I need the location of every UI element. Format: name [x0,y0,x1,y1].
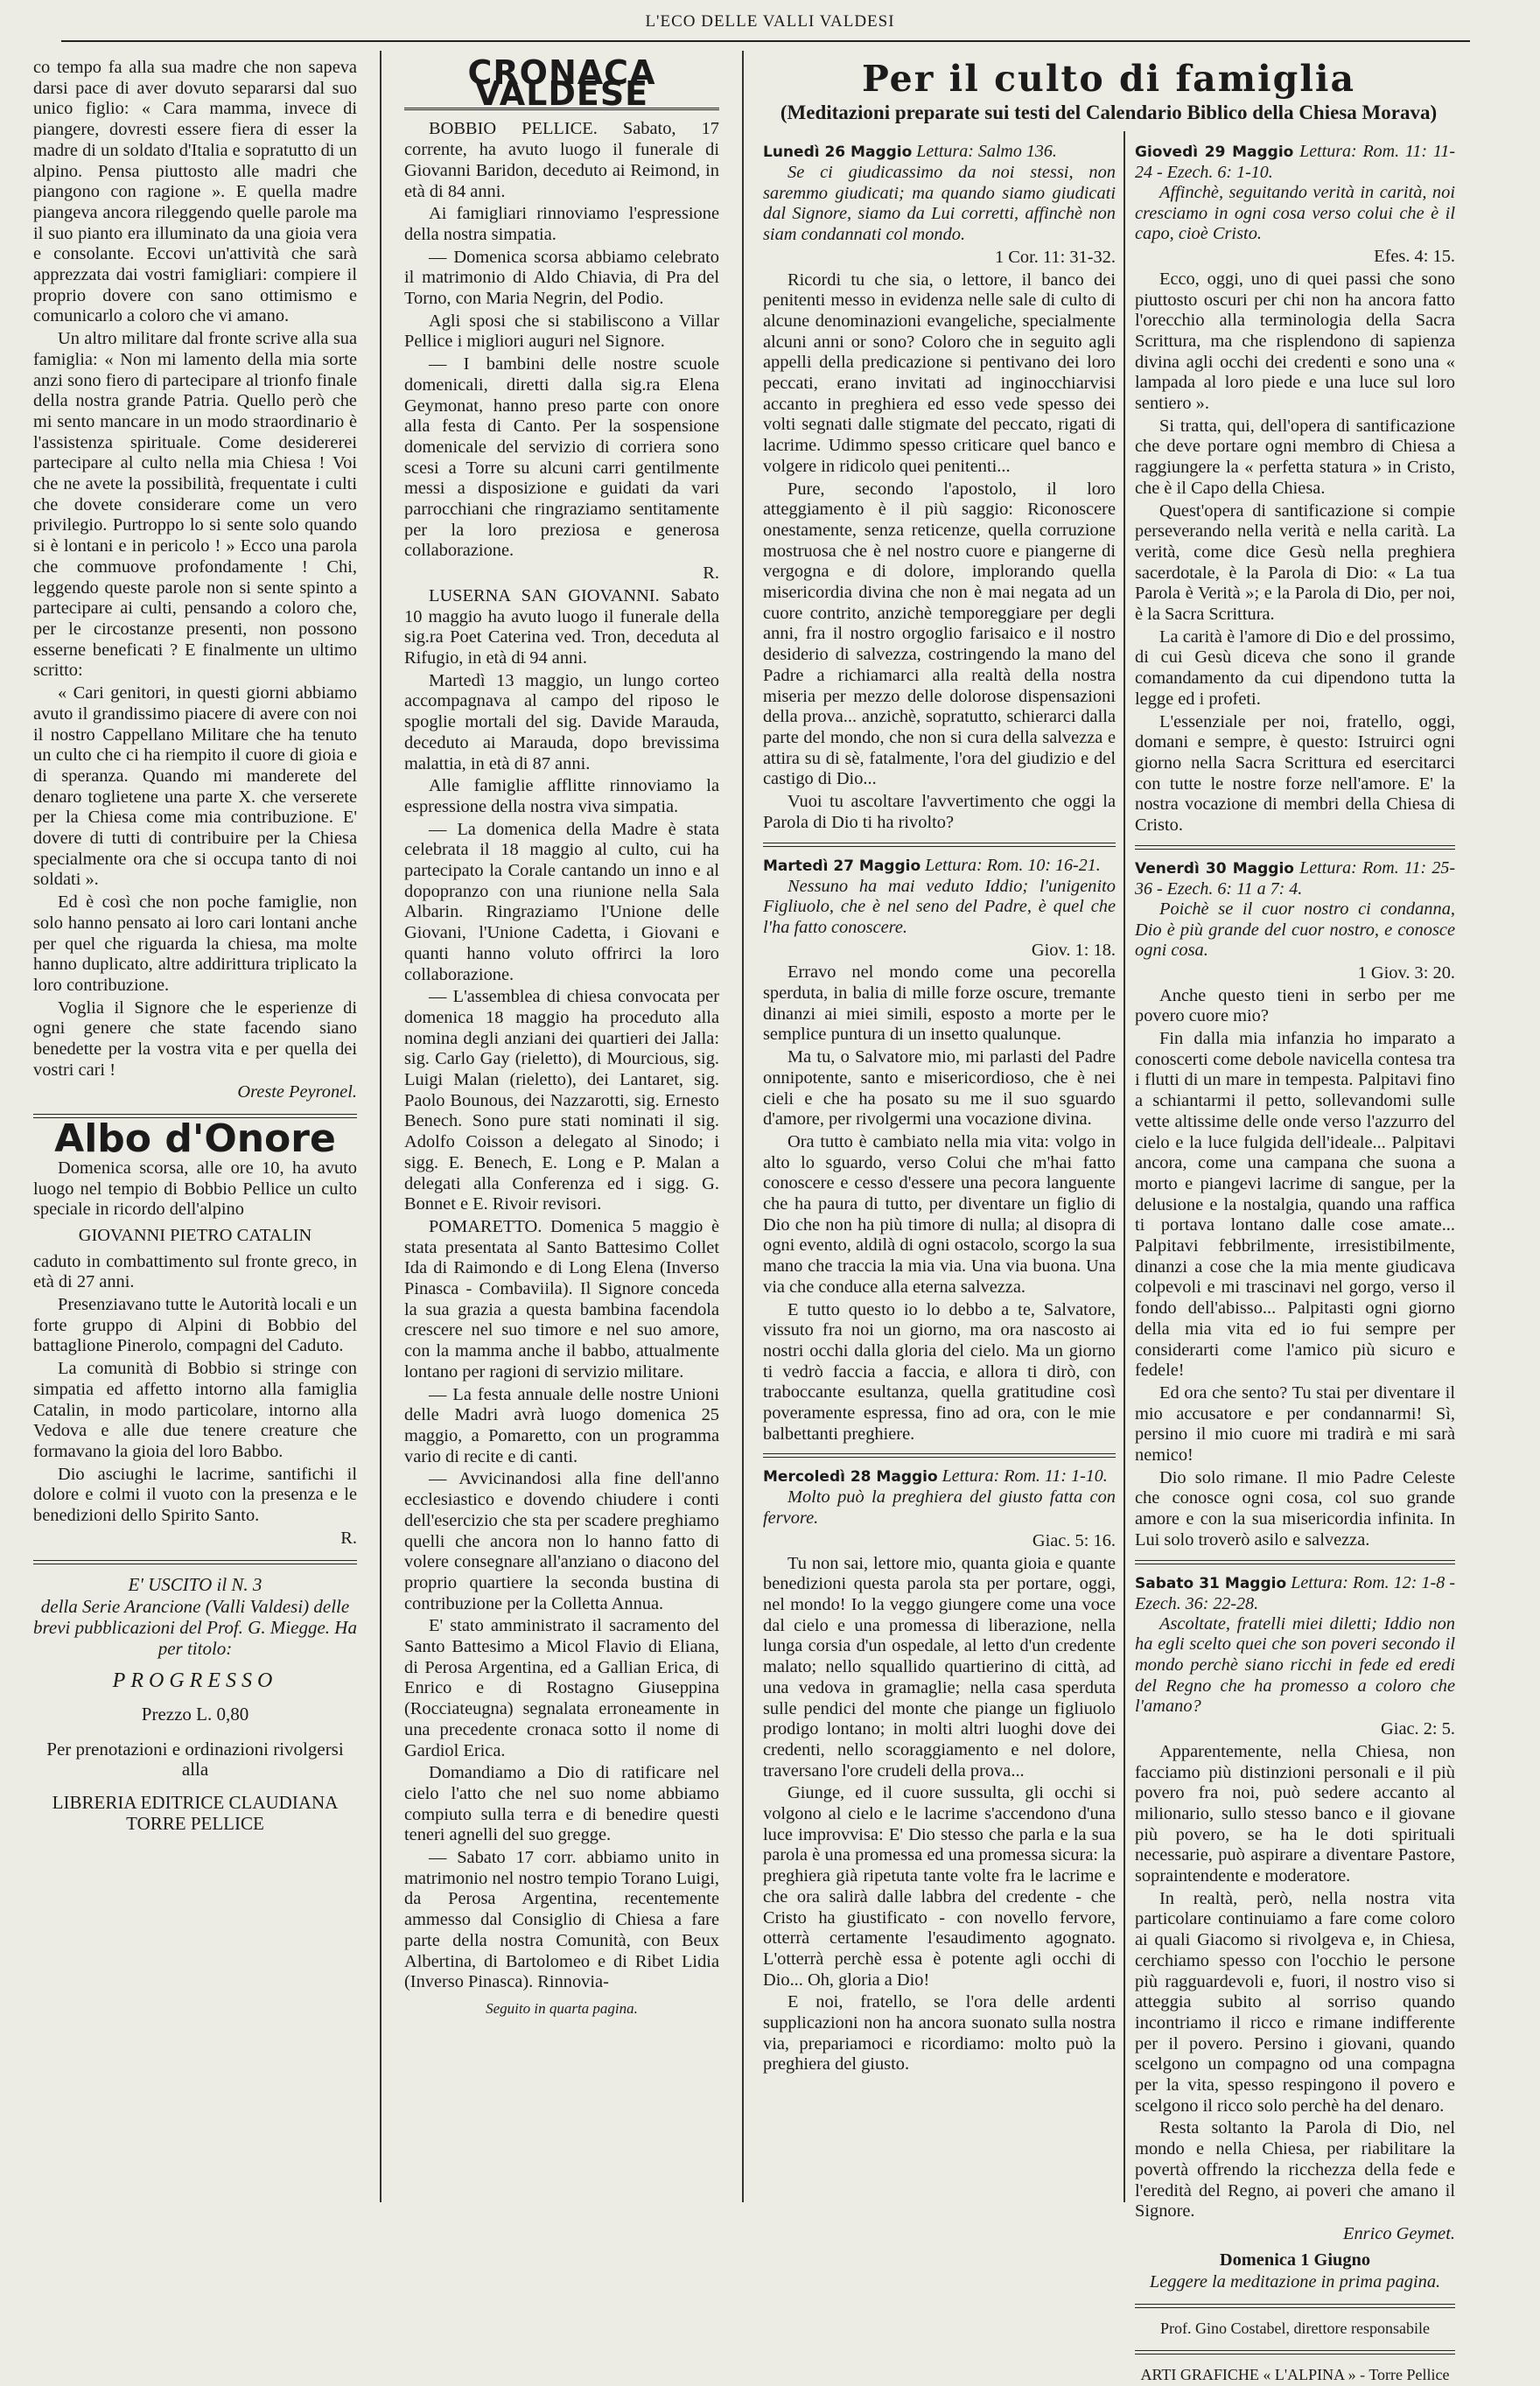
day-label: Giovedì 29 Maggio [1135,143,1294,161]
cronaca-paragraph: — L'assemblea di chiesa convocata per domenica 18 maggio ha proceduto alla nomina degli anziani dei quartieri dei Jalla: sig. Carlo Gay (rieletto), di Mourcious, sig. Luigi Malan (rieletto), dei Lantaret, sig. Paolo Bounous, dei Nazzarotti, sig. Ernesto Benech. Sono pure stati nominati il sig. Adolfo Coisson a delegato al Sinodo; i sigg. E. Benech, E. Long e P. Malan a delegati alla Conferenza ed i sigg. G. Bonnet e E. Rivoir revisori. [404,987,719,1214]
ad-publisher: LIBRERIA EDITRICE CLAUDIANA [52,1792,339,1814]
meditation-paragraph: La carità è l'amore di Dio e del prossimo, di cui Gesù diceva che sono il grande comandamento da cui dipendono tutta la legge ed i profeti. [1135,626,1455,709]
column-rule-2 [742,51,744,2202]
meditation-paragraph: Giunge, ed il cuore sussulta, gli occhi si volgono al cielo e le lacrime s'accendono d'una luce improvvisa: E' Dio stesso che parla e la sua parola è una promessa ed una promessa sicura: la preghiera già ripetuta tante volte fra le lacrime e che ora salirà dalle labbra del credente - che Cristo ha giustificato - con novello fervore, otterrà certamente l'esaudimento agognato. L'otterrà perchè essa è potente agli occhi di Dio... Oh, gloria a Dio! [763,1783,1116,1990]
day-heading [763,856,1116,877]
section-divider [1135,2304,1455,2308]
ad-line: Per prenotazioni e ordinazioni rivolgersi alla [46,1738,344,1781]
albo-paragraph: Dio asciughi le lacrime, santifichi il dolore e colmi il vuoto con la presenza e le benedizioni dello Spirito Santo. [33,1464,357,1526]
day-verse: Poichè se il cuor nostro ci condanna, Dio è più grande del cuor nostro, e conosce ogni cosa. [1135,899,1455,961]
section-divider [1135,2350,1455,2355]
cronaca-body [404,119,719,1993]
day-label: Lunedì 26 Maggio [763,143,913,161]
meditation-paragraph: Ora tutto è cambiato nella mia vita: volgo in alto lo sguardo, verso Colui che m'hai fatto conoscere e cesso d'essere una pecora languente che ha paura di tutto, per diventare un figlio di Dio che non ha più timore di nulla; al disopra di ogni evento, aldilà di ogni ostacolo, scorgo la sua mano che traccia la mia via. Una via buona. Una via che conduce alla eterna salvezza. [763,1131,1116,1297]
albo-signature: R. [340,1528,357,1548]
meditation-paragraph: Apparentemente, nella Chiesa, non facciamo più distinzioni personali e il più povero fra noi, può sedere accanto al milionario, sullo stesso banco e il giovane più povero, se ha le doti spirituali necessarie, può aspirare a diventare Pastore, sopraintendente e moderatore. [1135,1741,1455,1886]
cronaca-paragraph: Martedì 13 maggio, un lungo corteo accompagnava al campo del riposo le spoglie mortali del sig. Davide Marauda, deceduto ai Marauda, dopo brevissima malattia, in età di 87 anni. [404,670,719,773]
meditation-paragraph: Resta soltanto la Parola di Dio, nel mondo e nella Chiesa, per riabilitare la povertà offrendo la ricchezza della fede e l'eredità del Regno, ai poveri che amano il Signore. [1135,2118,1455,2222]
day-verse: Molto può la preghiera del giusto fatta con fervore. [763,1487,1116,1529]
day-heading [1135,142,1455,183]
day-divider [763,843,1116,847]
meditation-paragraph: E tutto questo io lo debbo a te, Salvatore, vissuto fra noi un giorno, ma ora nascosto ai nostri occhi dalla gloria del cielo. Ma un giorno ti vedrò faccia a faccia, e allora ti dirò, con traboccante esultanza, quella gratitudine così poveramente espressa, fino ad ora, con le mie balbettanti preghiere. [763,1299,1116,1444]
meditation-day [763,856,1116,1459]
meditation-paragraph: Ed ora che sento? Tu stai per diventare il mio accusatore e per condannarmi! Sì, persino il mio cuore mi tradirà e mi sarà nemico! [1135,1382,1455,1466]
day-heading [763,142,1116,163]
col1-paragraph: « Cari genitori, in questi giorni abbiamo avuto il grandissimo piacere di avere con noi il nostro Cappellano Militare che ha tenuto un culto che ci ha riempito il cuore di gioia e di speranza. Quando mi manderete del denaro toglietene una parte X. che verserete per la Chiesa come mia contribuzione. E' dovere di tutti di contribuire per la Chiesa specialmente ora che si occupa tanto di noi soldati ». [33,683,357,890]
verse-reference: Giov. 1: 18. [1031,940,1116,960]
verse-reference: 1 Cor. 11: 31-32. [994,247,1116,267]
meditation-paragraph: Si tratta, qui, dell'opera di santificazione che deve portare ogni membro di Chiesa a raggiungere la « perfetta statura » in Cristo, che è il Capo della Chiesa. [1135,416,1455,498]
meditation-paragraph: L'essenziale per noi, fratello, oggi, domani e sempre, è questo: Istruirci ogni giorno nella Sacra Scrittura ed esercitarci con tutte le nostre forze nell'amore. E' la nostra vocazione di membri della Chiesa di Cristo. [1135,711,1455,836]
editor-credit: Prof. Gino Costabel, direttore responsabile [1160,2320,1430,2338]
ad-line: E' USCITO il N. 3 [128,1573,262,1595]
col4-days [1135,142,1455,2245]
day-divider [763,1453,1116,1458]
reading-label: Lettura: Rom. 12: 1-8 - Ezech. 36: 22-28. [1135,1572,1456,1613]
col1-paragraph: Un altro militare dal fronte scrive alla sua famiglia: « Non mi lamento della mia sorte anzi sono fiero di partecipare al trionfo finale della nostra grande Patria. Quello però che mi sento mancare in un modo straordinario è l'assistenza spirituale. Come desidererei partecipare al culto nella mia Chiesa ! Voi che ne avete la possibilità, frequentate i culti che dovete considerare come un vero privilegio. Purtroppo lo si sente solo quando si è lontani e in pericolo ! » Ecco una parola che commuove profondamente ! Chi, leggendo queste parole non si sente spinto a partecipare ai culti, pensando a coloro che, per le circostanze presenti, non possono esserne beneficati ? E finalmente un ultimo scritto: [33,329,357,681]
day-label: Mercoledì 28 Maggio [763,1468,938,1487]
col1-paragraph: Ed è così che non poche famiglie, non solo hanno pensato ai loro cari lontani anche per quel che riguarda la chiesa, ma molte hanno duplicato, altre addirittura triplicato la loro contribuzione. [33,892,357,995]
section-divider [33,1560,357,1564]
cronaca-paragraph: POMARETTO. Domenica 5 maggio è stata presentata al Santo Battesimo Collet Ida di Raimondo e di Long Elena (Inverso Pinasca - Combaviila). Il Signore conceda la sua grazia a questa bambina facendola crescere nel suo timore e nel suo amore, con la mamma anche il babbo, attualmente lontano per ragioni di servizio militare. [404,1216,719,1382]
verse-reference: Giac. 5: 16. [1032,1530,1116,1550]
albo-paragraph: La comunità di Bobbio si stringe con simpatia ed affetto intorno alla famiglia Catalin, in modo particolare, intorno alla Vedova e alle due tenere creature che formavano la gioia del loro Babbo. [33,1359,357,1461]
cronaca-paragraph: Ai famigliari rinnoviamo l'espressione della nostra simpatia. [404,204,719,244]
reading-label: Lettura: Rom. 11: 25-36 - Ezech. 6: 11 a 7: 4. [1135,857,1456,899]
meditation-day [1135,1573,1455,2245]
reading-label: Lettura: Rom. 10: 16-21. [925,855,1101,875]
day-heading [1135,1573,1455,1614]
sunday-heading: Domenica 1 Giugno [1219,2250,1371,2270]
cronaca-paragraph: — La festa annuale delle nostre Unioni delle Madri avrà luogo domenica 25 maggio, a Pomaretto, con un programma vario di recite e di canti. [404,1384,719,1466]
cronaca-paragraph: Agli sposi che si stabiliscono a Villar Pellice i migliori auguri nel Signore. [404,311,719,352]
meditation-day [1135,858,1455,1564]
day-label: Martedì 27 Maggio [763,857,921,875]
reading-label: Lettura: Rom. 11: 11-24 - Ezech. 6: 1-10. [1135,142,1456,182]
continued-note: Seguito in quarta pagina. [486,1999,638,2017]
column-4 [1135,133,1456,2383]
meditation-paragraph: Erravo nel mondo come una pecorella sperduta, in balia di mille forze oscure, tremante dinanzi ai miei simili, esposto a morte per le semplice puntura di un insetto qualunque. [763,962,1116,1045]
day-heading [1135,858,1455,899]
albo-paragraph: Presenziavano tutte le Autorità locali e un forte gruppo di Alpini di Bobbio del battaglione Pinerolo, compagni del Caduto. [33,1295,357,1356]
cronaca-paragraph: — La domenica della Madre è stata celebrata il 18 maggio al culto, cui ha partecipato la Corale cantando un inno e al dopopranzo con una riunione nella Sala Albarin. Ringraziamo l'Unione delle Giovani, l'Unione Cadetta, i Giovani e quanti hanno voluto offrirci la loro collaborazione. [404,819,719,984]
verse-reference: Giac. 2: 5. [1381,1719,1455,1739]
meditation-paragraph: Tu non sai, lettore mio, quanta gioia e quante benedizioni questa parola sta per portare, oggi, nel mondo! Io la veggo giungere come una voce dal cielo e una promessa di liberazione, nella lunga corsia d'un ospedale, al letto d'un credente malato; nello squallido quartierino di città, ad una vedova in gramaglie; nella casa sperduta sulle pendici del monte che piange un figliuolo prodigo lontano; in molti altri luoghi dove dei credenti, nello scoraggiamento e nel dolore, traversano l'ore crudeli della prova... [763,1553,1116,1781]
meditation-signature: Enrico Geymet. [1343,2223,1455,2243]
day-label: Venerdì 30 Maggio [1135,859,1294,878]
col1-paragraph: co tempo fa alla sua madre che non sapeva darsi pace di aver dovuto separarsi dal suo unico figlio: « Cara mamma, invece di piangere, dovresti essere fiera di esser la madre di un soldato d'Italia e sopratutto di un alpino. Pensa piuttosto alle madri che piangono con ragione ». E quella madre piangeva ancora rileggendo quelle parole ma il suo pianto era illuminato da una gioia vera e consolante. Eccovi un'attività che sarà apprezzata dai vostri famigliari: compiere il proprio dovere con sano ottimismo e comunicarlo a coloro che vi amano. [33,58,357,326]
col1-signature: Oreste Peyronel. [237,1082,357,1102]
cronaca-paragraph: — Sabato 17 corr. abbiamo unito in matrimonio nel nostro tempio Torano Luigi, da Perosa Argentina, recentemente ammesso dal Consiglio di Chiesa a fare parte della nostra Comunità, con Beux Albertina, di Bartolomeo e di Ribet Lidia (Inverso Pinasca). Rinnovia- [404,1848,719,1992]
column-3 [763,133,1116,2215]
col1-paragraph: Voglia il Signore che le esperienze di ogni genere che state facendo siano benedette per la vostra vita e per quella dei vostri cari ! [33,997,357,1080]
meditation-paragraph: Vuoi tu ascoltare l'avvertimento che oggi la Parola di Dio ti ha rivolto? [763,792,1116,832]
reading-label: Lettura: Salmo 136. [916,142,1057,161]
cronaca-paragraph: Domandiamo a Dio di ratificare nel cielo l'atto che nel suo nome abbiamo compiuto sulla terra e di benedire questi teneri agnelli del suo gregge. [404,1763,719,1845]
day-divider [1135,1560,1455,1564]
meditation-paragraph: Ma tu, o Salvatore mio, mi parlasti del Padre onnipotente, santo e misericordioso, che è nei cieli e che ha posato su me il suo sguardo d'amore, per rivolgermi una vocazione divina. [763,1047,1116,1130]
ad-price: Prezzo L. 0,80 [141,1704,249,1725]
meditation-paragraph: Pure, secondo l'apostolo, il loro atteggiamento è il più saggio: Riconoscere onestamente, senza reticenze, quella corruzione mostruosa che è nel nostro cuore e piangerne di vergogna e di dolore, implorando quella misericordia divina che non è mai negata ad un cuore contrito, anzichè temporeggiare per degli anni, fra il nostro orgoglio farisaico e il nostro desiderio di salvezza, costringendo la mano del Padre a richiamarci alla realtà della nostra miseria per mezzo delle dolorose dispensazioni della prova... anzichè, sopratutto, schierarci dalla parte del mondo, che non si cura della salvezza e attira su di sè, fatalmente, l'ora del giudizio e del castigo di Dio... [763,479,1116,789]
ad-line: della Serie Arancione (Valli Valdesi) delle brevi pubblicazioni del Prof. G. Miegge. Ha per titolo: [33,1596,357,1659]
cronaca-title: CRONACA VALDESE [404,63,719,110]
albo-paragraph: Domenica scorsa, alle ore 10, ha avuto luogo nel tempio di Bobbio Pellice un culto speciale in ricordo dell'alpino [33,1158,357,1220]
header-rule [61,40,1470,42]
meditation-paragraph: Dio solo rimane. Il mio Padre Celeste che conosce ogni cosa, col suo grande amore e con la sua misericordia infinita. In Lui solo troverò asilo e salvezza. [1135,1467,1455,1550]
ad-city: TORRE PELLICE [126,1812,264,1834]
day-verse: Se ci giudicassimo da noi stessi, non saremmo giudicati; ma quando siamo giudicati dal Signore, siamo da Lui corretti, affinchè non siam condannati col mondo. [763,163,1116,245]
meditation-paragraph: Anche questo tieni in serbo per me povero cuore mio? [1135,985,1455,1026]
sunday-text: Leggere la meditazione in prima pagina. [1149,2272,1441,2292]
meditation-paragraph: Ecco, oggi, uno di quei passi che sono piuttosto oscuri per chi non ha ancora fatto l'orecchio alla terminologia della Sacra Scrittura, ma che risplendono di sapienza divina agli occhi dei credenti e sono una « lampada al loro piede e una luce sul loro sentiero ». [1135,269,1455,414]
reading-label: Lettura: Rom. 11: 1-10. [942,1466,1108,1487]
culto-subtitle: (Meditazioni preparate sui testi del Calendario Biblico della Chiesa Morava) [780,101,1438,123]
book-advertisement [33,1575,357,1835]
cronaca-paragraph: — Domenica scorsa abbiamo celebrato il matrimonio di Aldo Chiavia, di Pra del Torno, con Maria Negrin, del Podio. [404,247,719,309]
day-heading [763,1466,1116,1487]
printer-credit: ARTI GRAFICHE « L'ALPINA » - Torre Pellice [1140,2365,1450,2383]
meditation-paragraph: Ricordi tu che sia, o lettore, il banco dei penitenti messo in evidenza nelle sale di culto di alcune denominazioni evangeliche, specialmente alcuni anni or sono? Coloro che in seguito agli appelli della predicazione si pentivano dei loro peccati, erano invitati ad inginocchiarvisi accanto in preghiera ed esso vede spesso dei volti segnati dalle stigmate del peccato, rigati di lacrime. Udimmo spesso criticare quel banco e volgere in ridicolo quei penitenti... [763,269,1116,476]
meditation-day [763,142,1116,847]
verse-reference: 1 Giov. 3: 20. [1357,962,1455,983]
meditation-paragraph: In realtà, però, nella nostra vita particolare continuiamo a fare come coloro ai quali Giacomo si rivolgeva e, in Chiesa, cerchiamo spesso con l'occhio le persone più ragguardevoli e, fuori, il nostro viso si atteggia subito al sorriso quando incontriamo il ricco e rimane indifferente per il povero. Persino i giovani, quando scelgono un compagno od una compagna per la vita, spesso respingono il povero e scelgono il ricco solo perchè ha del denaro. [1135,1888,1455,2116]
running-title: L'ECO DELLE VALLI VALDESI [645,12,895,31]
day-verse: Affinchè, seguitando verità in carità, noi cresciamo in ogni cosa verso colui che è il capo, cioè Cristo. [1135,183,1455,244]
column-rule-1 [380,51,382,2202]
ad-book-title: PROGRESSO [112,1669,278,1693]
cronaca-paragraph: Alle famiglie afflitte rinnoviamo la espressione della nostra viva simpatia. [404,776,719,816]
cronaca-paragraph: E' stato amministrato il sacramento del Santo Battesimo a Micol Flavio di Eliana, di Perosa Argentina, ed a Gallian Erica, di Enrico e di Rostagno Giuseppina (Rocciateugna) segnalata erroneamente in una precedente cronaca sotto il nome di Gardiol Erica. [404,1616,719,1760]
cronaca-paragraph: LUSERNA SAN GIOVANNI. Sabato 10 maggio ha avuto luogo il funerale della sig.ra Poet Caterina ved. Tron, deceduta al Rifugio, in età di 94 anni. [404,585,719,668]
meditation-day [1135,142,1455,850]
meditation-paragraph: Quest'opera di santificazione si compie perseverando nella verità e nella carità. La verità, come dice Gesù nella preghiera sacerdotale, è la Parola di Dio: « La tua Parola è Verità »; e la Parola di Dio, per noi, è la Sacra Scrittura. [1135,500,1455,625]
albo-paragraph: caduto in combattimento sul fronte greco, in età di 27 anni. [33,1251,357,1292]
cronaca-paragraph: — I bambini delle nostre scuole domenicali, diretti dalla sig.ra Elena Geymonat, hanno preso parte con onore alla festa di Canto. Per la sospensione domenicale del servizio di corriera sono scesi a Torre su alcuni carri gentilmente messi a disposizione e guidati da vari parrocchiani che ringraziamo sentitamente per la loro preziosa e generosa collaborazione. [404,354,719,561]
column-2 [404,53,719,2210]
cronaca-paragraph: R. [703,563,719,584]
day-label: Sabato 31 Maggio [1135,1574,1287,1592]
albo-title: Albo d'Onore [54,1116,336,1162]
column-1 [33,58,357,2210]
day-verse: Ascoltate, fratelli miei diletti; Iddio non ha egli scelto quei che son poveri secondo il mondo perchè siano ricchi in fede ed eredi del Regno che ha promesso a coloro che l'amano? [1135,1613,1455,1717]
column-rule-3 [1124,131,1125,2202]
day-divider [1135,845,1455,850]
culto-title: Per il culto di famiglia [861,58,1356,100]
cronaca-paragraph: — Avvicinandosi alla fine dell'anno ecclesiastico e dovendo chiudere i conti dell'esercizio che sta per scadere preghiamo quelli che ancora non lo hanno fatto di volere consegnare all'anziano o diacono del proprio quartiere la seconda bustina di contribuzione per la Colletta Annua. [404,1469,719,1613]
albo-fallen-name: GIOVANNI PIETRO CATALIN [78,1225,312,1245]
verse-reference: Efes. 4: 15. [1374,247,1455,267]
meditation-paragraph: Fin dalla mia infanzia ho imparato a conoscerti come debole navicella contesa tra i flutti di un mare in tempesta. Palpitavi fino a schiantarmi il petto, sollevandomi sulle vette altissime delle onde verso l'azzurro del cielo e la luce fulgida dell'ideale... Palpitavi ancora, come una campana che suona a morto e piangevi lacrime di sangue, per la delusione e la nostalgia, quando una raffica ti portava lontano dalle cose amate... Palpitavi febbrilmente, irresistibilmente, dinanzi a cose che la mia mente giudicava colpevoli e mi trascinavi nel gorgo, verso il fondo dell'abisso... Palpitasti ogni giorno della mia vita ed io fui sempre per considerarti come l'amico più sicuro e fedele! [1135,1029,1455,1381]
meditation-day [763,1466,1116,2075]
cronaca-paragraph: BOBBIO PELLICE. Sabato, 17 corrente, ha avuto luogo il funerale di Giovanni Baridon, deceduto ai Reimond, in età di 84 anni. [404,119,719,201]
meditation-paragraph: E noi, fratello, se l'ora delle ardenti supplicazioni non ha ancora suonato sulla nostra via, prepariamoci e ricordiamo: molto può la preghiera del giusto. [763,1992,1116,2075]
day-verse: Nessuno ha mai veduto Iddio; l'unigenito Figliuolo, che è nel seno del Padre, è quel che l'ha fatto conoscere. [763,876,1116,937]
